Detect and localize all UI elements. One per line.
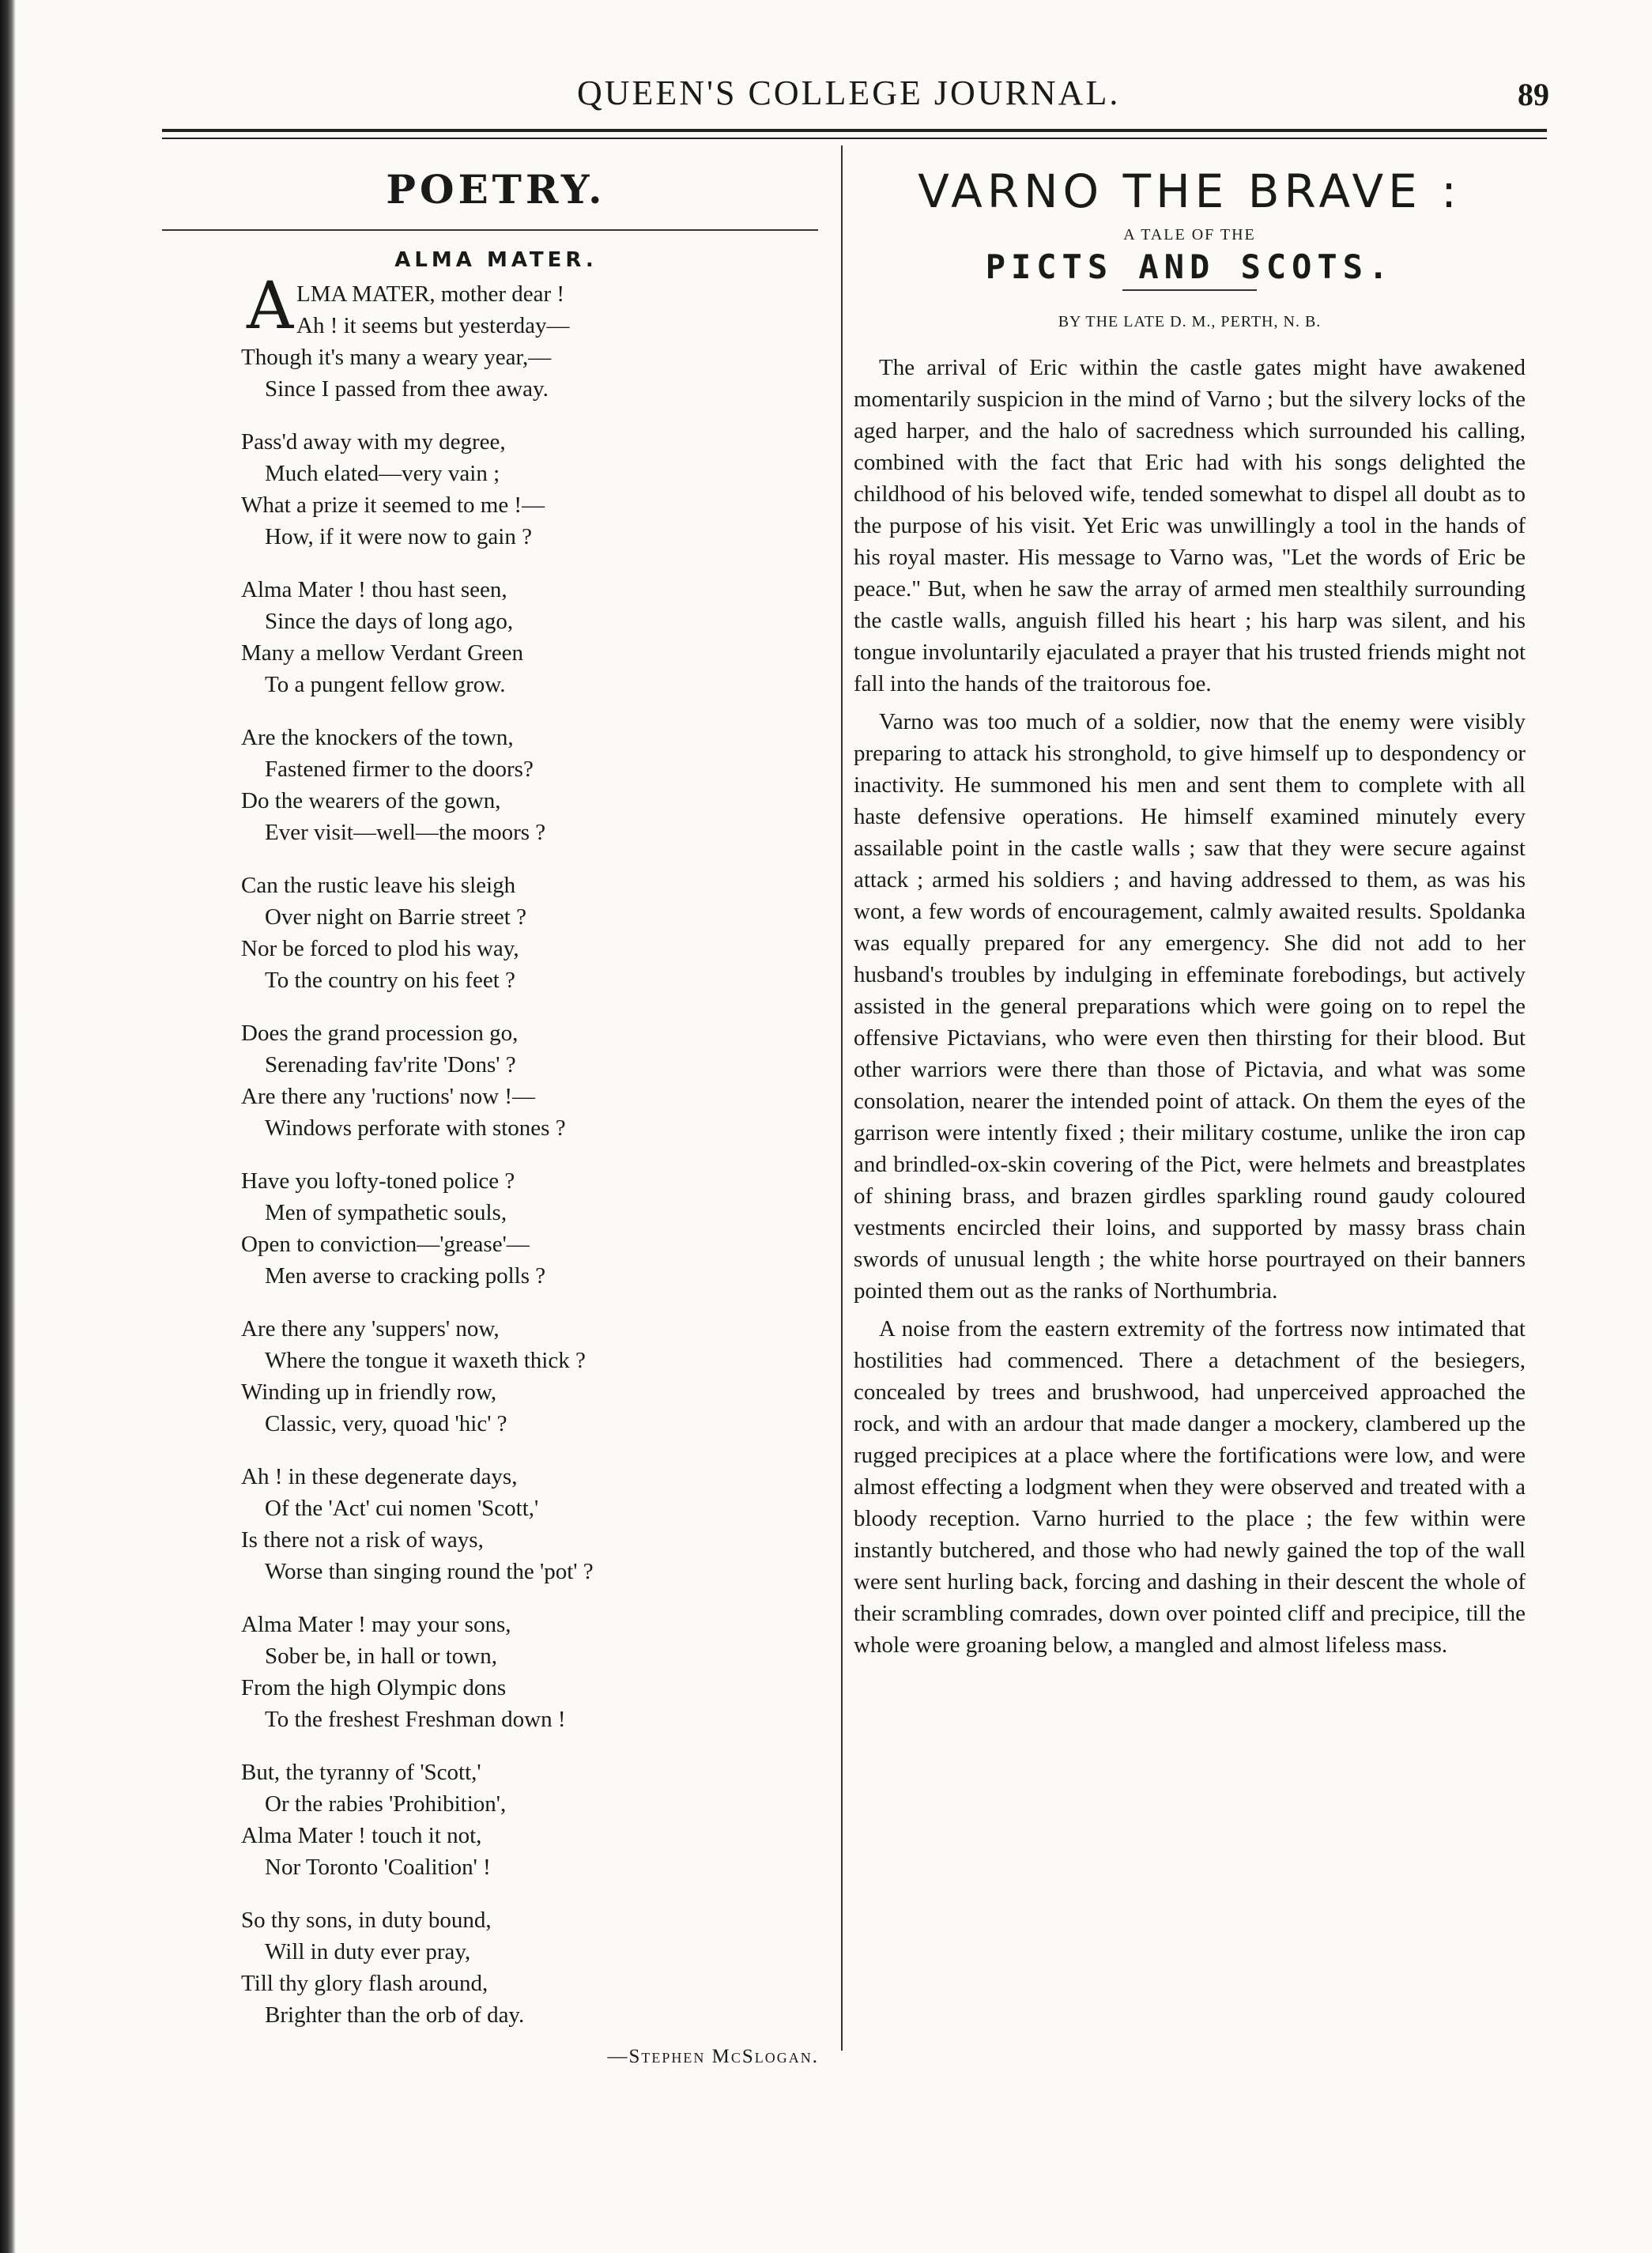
- stanza: [162, 574, 830, 700]
- verse-line: Are the knockers of the town,: [241, 725, 514, 750]
- verse-line: Windows perforate with stones ?: [265, 1115, 566, 1141]
- verse-line: LMA MATER, mother dear !: [296, 281, 565, 307]
- verse-line: Winding up in friendly row,: [241, 1379, 497, 1405]
- verse-line: So thy sons, in duty bound,: [241, 1908, 492, 1933]
- poem-title: ALMA MATER.: [394, 248, 598, 272]
- stanza: [162, 1017, 830, 1144]
- verse-line: Ah ! it seems but yesterday—: [296, 313, 570, 338]
- verse-line: Alma Mater ! thou hast seen,: [241, 577, 507, 602]
- verse-line: Is there not a risk of ways,: [241, 1527, 484, 1553]
- verse-line: Nor be forced to plod his way,: [241, 936, 519, 961]
- stanza: [162, 1165, 830, 1292]
- stanza: [162, 1609, 830, 1735]
- verse-line: To a pungent fellow grow.: [265, 672, 506, 697]
- stanza: [162, 870, 830, 996]
- column-divider: [841, 145, 843, 2051]
- verse-line: Do the wearers of the gown,: [241, 788, 501, 813]
- poetry-column: [162, 150, 830, 2068]
- verse-line: Worse than singing round the 'pot' ?: [265, 1559, 594, 1584]
- verse-line: Brighter than the orb of day.: [265, 2002, 525, 2028]
- stanza: [162, 1757, 830, 1883]
- running-head: [158, 73, 1549, 120]
- story-column: [854, 150, 1526, 1667]
- verse-line: What a prize it seemed to me !—: [241, 492, 545, 518]
- verse-line: To the country on his feet ?: [265, 968, 515, 993]
- section-title: POETRY.: [386, 166, 606, 213]
- verse-line: Many a mellow Verdant Green: [241, 640, 524, 666]
- verse-line: Over night on Barrie street ?: [265, 904, 526, 930]
- verse-line: Though it's many a weary year,—: [241, 345, 552, 370]
- story-paragraph: A noise from the eastern extremity of the fortress now intimated that hostilities had commenced. There a detachment of the besiegers, concealed by trees and brushwood, had unperceived approached the rock, and with an ardour that made danger a mockery, clambered up the rugged precipices at a place where the fortifications were low, and were almost effecting a lodgment when they were observed and treated with a bloody reception. Varno hurried to the place ; the few within were instantly butchered, and those who had newly gained the top of the wall were sent hurling back, forcing and dashing in their descent the whole of their scrambling comrades, down over pointed cliff and precipice, till the whole were groaning below, a mangled and almost lifeless mass.: [854, 1316, 1526, 1658]
- header-rule-thick: [162, 129, 1547, 132]
- stanza: [162, 1461, 830, 1587]
- verse-line: Of the 'Act' cui nomen 'Scott,': [265, 1496, 539, 1521]
- verse-line: Does the grand procession go,: [241, 1021, 519, 1046]
- verse-line: How, if it were now to gain ?: [265, 524, 532, 549]
- verse-line: Till thy glory flash around,: [241, 1971, 488, 1996]
- stanza: [162, 722, 830, 848]
- journal-title: QUEEN'S COLLEGE JOURNAL.: [577, 74, 1121, 112]
- poem-body: [162, 269, 830, 2031]
- verse-line: Or the rabies 'Prohibition',: [265, 1791, 507, 1817]
- stanza: [162, 1904, 830, 2031]
- section-rule: [162, 229, 818, 231]
- story-byline: BY THE LATE D. M., PERTH, N. B.: [1058, 313, 1322, 330]
- verse-line: Since I passed from thee away.: [265, 376, 549, 402]
- verse-line: Can the rustic leave his sleigh: [241, 873, 516, 898]
- verse-line: Since the days of long ago,: [265, 609, 514, 634]
- page-binding-edge: [0, 0, 16, 2253]
- verse-line: But, the tyranny of 'Scott,': [241, 1760, 481, 1785]
- story-paragraph: The arrival of Eric within the castle gates might have awakened momentarily suspicion in the mind of Varno ; but the silvery locks of the aged harper, and the halo of sacredness which surrounded his calling, combined with the fact that Eric had with his songs delighted the childhood of his beloved wife, tended somewhat to dispel all doubt as to the purpose of his visit. Yet Eric was unwillingly a tool in the hands of his royal master. His message to Varno was, "Let the words of Eric be peace." But, when he saw the array of armed men stealthily surrounding the castle walls, anguish filled his heart ; his harp was silent, and his tongue involuntarily ejaculated a prayer that his trusted friends might not fall into the hands of the traitorous foe.: [854, 355, 1526, 696]
- stanza: [162, 1313, 830, 1440]
- verse-line: Men of sympathetic souls,: [265, 1200, 507, 1225]
- page-number: 89: [1518, 77, 1549, 112]
- verse-line: Men averse to cracking polls ?: [265, 1263, 546, 1289]
- drop-cap: A: [247, 269, 294, 344]
- verse-line: Ever visit—well—the moors ?: [265, 820, 546, 845]
- verse-line: Alma Mater ! touch it not,: [241, 1823, 482, 1848]
- story-paragraph: Varno was too much of a soldier, now that the enemy were visibly preparing to attack his stronghold, to give himself up to despondency or inactivity. He summoned his men and sent them to complete with all haste defensive operations. He himself examined minutely every assailable point in the castle walls ; saw that they were secure against attack ; armed his soldiers ; and having addressed to them, as was his wont, a few words of encouragement, calmly awaited results. Spoldanka was equally prepared for any emergency. She did not add to her husband's troubles by indulging in effeminate forebodings, but actively assisted in the general preparations which were going on to repel the offensive Pictavians, who were even then thirsting for their blood. But other warriors were there than those of Pictavia, and what was some consolation, nearer the intended point of attack. On them the eyes of the garrison were intently fixed ; their military costume, unlike the iron cap and brindled-ox-skin covering of the Pict, were helmets and breastplates of shining brass, and brazen girdles sparkling round gaudy coloured vestments encircled their loins, and supported by massy brass chain swords of unusual length ; the white horse pourtrayed on their banners pointed them out as the ranks of Northumbria.: [854, 709, 1526, 1304]
- verse-line: Are there any 'ructions' now !—: [241, 1084, 536, 1109]
- verse-line: Much elated—very vain ;: [265, 461, 500, 486]
- verse-line: Pass'd away with my degree,: [241, 429, 506, 455]
- story-title: VARNO THE BRAVE :: [918, 164, 1462, 218]
- verse-line: Sober be, in hall or town,: [265, 1644, 497, 1669]
- verse-line: From the high Olympic dons: [241, 1675, 507, 1700]
- story-subtitle-small: A TALE OF THE: [1123, 226, 1256, 243]
- verse-line: Classic, very, quoad 'hic' ?: [265, 1411, 507, 1436]
- verse-line: Fastened firmer to the doors?: [265, 757, 534, 782]
- subtitle-rule: [1122, 289, 1257, 291]
- poem-signature: —Stephen McSlogan.: [607, 2046, 819, 2067]
- header-rule-thin: [162, 138, 1547, 139]
- verse-line: Alma Mater ! may your sons,: [241, 1612, 511, 1637]
- stanza: [162, 426, 830, 553]
- verse-line: Where the tongue it waxeth thick ?: [265, 1348, 586, 1373]
- verse-line: Open to conviction—'grease'—: [241, 1232, 530, 1257]
- verse-line: To the freshest Freshman down !: [265, 1707, 566, 1732]
- verse-line: Have you lofty-toned police ?: [241, 1168, 515, 1194]
- verse-line: Serenading fav'rite 'Dons' ?: [265, 1052, 516, 1077]
- verse-line: Nor Toronto 'Coalition' !: [265, 1855, 491, 1880]
- verse-line: Will in duty ever pray,: [265, 1939, 471, 1964]
- story-subtitle-large: PICTS AND SCOTS.: [985, 247, 1394, 286]
- verse-line: Are there any 'suppers' now,: [241, 1316, 500, 1342]
- verse-line: Ah ! in these degenerate days,: [241, 1464, 518, 1489]
